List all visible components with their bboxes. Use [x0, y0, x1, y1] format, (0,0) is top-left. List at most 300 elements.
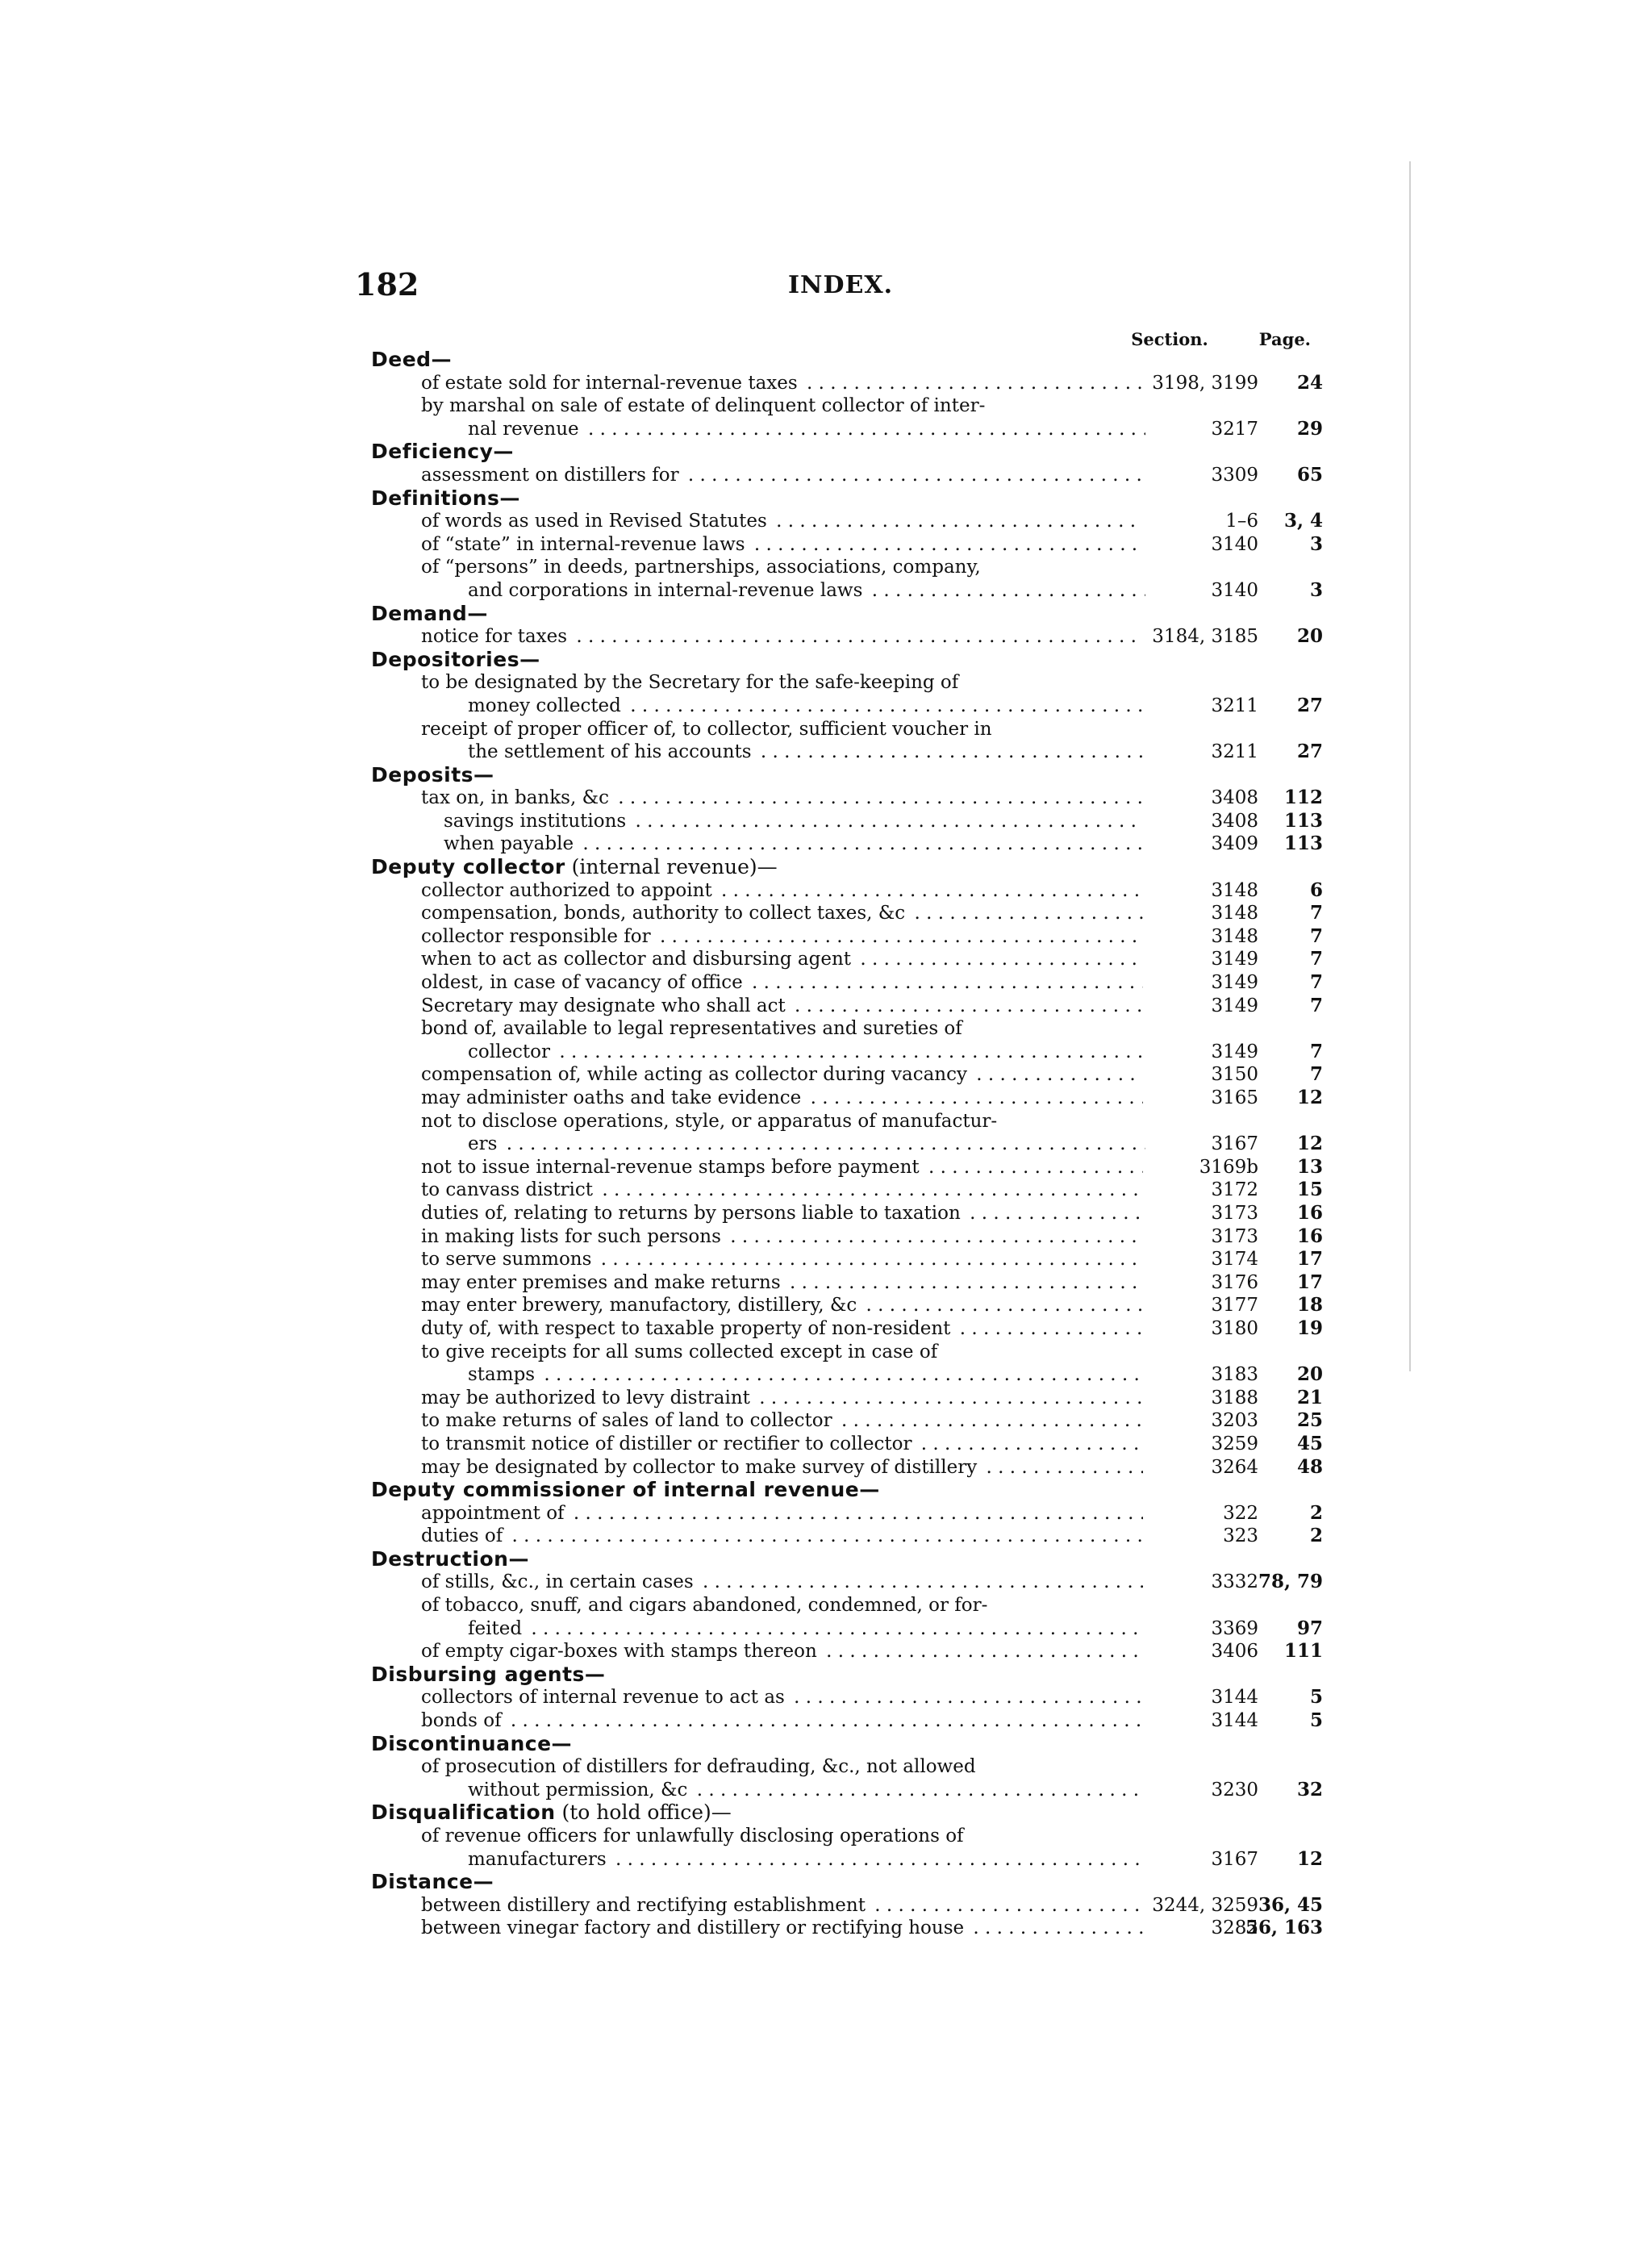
entry-label: when payable: [444, 833, 577, 854]
entry-text: [421, 1202, 1143, 1225]
entry-label: between distillery and rectifying establishment: [421, 1895, 869, 1916]
index-line: [421, 1271, 1323, 1294]
index-entry: [371, 1156, 1323, 1179]
page-reference: 2: [1309, 1525, 1323, 1547]
page-reference: 7: [1309, 971, 1323, 994]
index-entry: [371, 1502, 1323, 1525]
index-entry: [371, 1571, 1323, 1594]
entry-label: may enter premises and make returns: [421, 1272, 784, 1293]
index-line: [421, 995, 1323, 1017]
index-heading: [371, 1733, 572, 1755]
entry-label: collector: [468, 1041, 553, 1062]
entry-label: stamps: [468, 1364, 538, 1385]
index-entry: [371, 1479, 1323, 1502]
index-entry: [371, 1202, 1323, 1225]
entry-label: to make returns of sales of land to collector: [421, 1410, 836, 1431]
index-heading: [371, 1871, 494, 1893]
page-title: INDEX.: [788, 271, 894, 299]
index-entry: [371, 832, 1323, 856]
entry-label: to be designated by the Secretary for the safe-keeping of: [421, 672, 962, 693]
section-number: 3176: [1211, 1271, 1258, 1293]
entry-text: [421, 1686, 1143, 1709]
index-line: [421, 902, 1323, 924]
index-line: [421, 1640, 1323, 1663]
page-reference: 18: [1296, 1294, 1323, 1317]
index-entry: [371, 372, 1323, 395]
entry-label: bond of, available to legal representatives and sureties of: [421, 1018, 966, 1039]
index-line: [421, 971, 1323, 994]
index-entry: [371, 1594, 1323, 1617]
page-reference: 5: [1309, 1686, 1323, 1709]
heading-word: Discontinuance—: [371, 1731, 573, 1755]
entry-label: may enter brewery, manufactory, distillery, &c: [421, 1295, 860, 1316]
entry-label: without permission, &c: [468, 1780, 690, 1801]
entry-text: [421, 1271, 1143, 1294]
page-reference: 113: [1283, 832, 1323, 855]
index-line: [421, 1202, 1323, 1225]
section-number: 3140: [1211, 533, 1258, 555]
page-reference: 111: [1283, 1640, 1323, 1663]
index-heading: [371, 856, 778, 878]
page-reference: 48: [1296, 1455, 1323, 1478]
page-reference: 113: [1283, 809, 1323, 832]
index-entry: [371, 1433, 1323, 1456]
section-number: 3140: [1211, 579, 1258, 601]
section-number: 3169b: [1199, 1156, 1258, 1178]
entry-text: [421, 971, 1143, 994]
index-line: [421, 1387, 1323, 1409]
entry-label: by marshal on sale of estate of delinquent collector of inter-: [421, 395, 988, 416]
page-reference: 17: [1296, 1271, 1323, 1293]
entry-text: [421, 510, 1143, 532]
page-reference: 27: [1296, 694, 1323, 716]
heading-word: Destruction—: [371, 1546, 529, 1571]
index-entry: [371, 1686, 1323, 1709]
section-number: 3211: [1211, 695, 1258, 716]
index-entry: [371, 1848, 1323, 1872]
index-line: [421, 1317, 1323, 1340]
entry-text: [468, 741, 1145, 763]
entry-text: [421, 1917, 1143, 1939]
entry-label: when to act as collector and disbursing agent: [421, 949, 854, 970]
index-line: [421, 1917, 1323, 1939]
index-entry: [371, 579, 1323, 603]
entry-label: notice for taxes: [421, 626, 570, 647]
entry-text: [421, 1525, 1143, 1547]
page-reference: 36, 45: [1258, 1893, 1323, 1916]
index-entry: [371, 1409, 1323, 1433]
section-number: 3165: [1211, 1087, 1258, 1108]
section-number: 3188: [1211, 1387, 1258, 1408]
index-line: [421, 1686, 1323, 1709]
entry-label: money collected: [468, 695, 624, 716]
page-reference: 7: [1309, 1063, 1323, 1086]
index-entry: [371, 902, 1323, 925]
entry-text: [421, 1456, 1143, 1479]
entry-text: [444, 810, 1143, 832]
entry-label: duties of: [421, 1525, 506, 1546]
entry-label: of “persons” in deeds, partnerships, associations, company,: [421, 557, 984, 578]
entry-label: may be designated by collector to make survey of distillery: [421, 1457, 980, 1478]
entry-text: [468, 579, 1145, 602]
index-entry: [371, 1387, 1323, 1410]
entry-label: collector authorized to appoint: [421, 880, 715, 901]
section-number: 3173: [1211, 1202, 1258, 1224]
index-line: [421, 948, 1323, 970]
page-reference: 29: [1296, 417, 1323, 440]
section-number: 3409: [1211, 833, 1258, 855]
index-entry: [371, 1063, 1323, 1087]
index-heading: [371, 649, 540, 671]
entry-text: [421, 902, 1143, 924]
heading-word: Definitions—: [371, 486, 520, 510]
page-reference: 7: [1309, 902, 1323, 924]
section-number: 323: [1223, 1525, 1258, 1547]
index-entry: [371, 856, 1323, 879]
index-heading: [371, 1663, 605, 1686]
entry-label: duty of, with respect to taxable property of non-resident: [421, 1318, 953, 1339]
index-line: [421, 1825, 1323, 1847]
index-line: [421, 533, 1323, 556]
index-entry: [371, 394, 1323, 418]
page-reference: 65: [1296, 463, 1323, 486]
section-number: 3309: [1211, 464, 1258, 486]
section-number: 3408: [1211, 787, 1258, 809]
entry-text: [421, 948, 1143, 970]
entry-text: [421, 1502, 1143, 1525]
section-number: 3408: [1211, 810, 1258, 832]
index-line: [421, 1571, 1323, 1593]
index-line: [468, 695, 1323, 717]
entry-label: in making lists for such persons: [421, 1226, 724, 1247]
page-reference: 12: [1296, 1847, 1323, 1870]
entry-text: [421, 1087, 1143, 1109]
entry-label: of prosecution of distillers for defrauding, &c., not allowed: [421, 1756, 979, 1777]
page-header: [355, 266, 1323, 315]
entry-text: [421, 1571, 1143, 1593]
index-line: [421, 1894, 1323, 1917]
index-heading: [371, 440, 514, 463]
index-entry: [371, 1801, 1323, 1825]
index-entry: [371, 764, 1323, 787]
index-entry: [371, 1341, 1323, 1364]
index-entry: [371, 533, 1323, 557]
entry-label: appointment of: [421, 1503, 568, 1524]
index-line: [421, 1294, 1323, 1317]
index-entry: [371, 671, 1323, 695]
page-reference: 56, 163: [1245, 1917, 1323, 1939]
index-entry: [371, 1017, 1323, 1041]
index-line: [421, 1017, 1323, 1040]
entry-text: [421, 1640, 1143, 1663]
page-reference: 19: [1296, 1317, 1323, 1339]
index-entry: [371, 1363, 1323, 1387]
index-line: [468, 1041, 1323, 1063]
entry-label: and corporations in internal-revenue laws: [468, 580, 866, 601]
index-line: [468, 1363, 1323, 1386]
index-line: [468, 1133, 1323, 1155]
entry-text: [421, 533, 1143, 556]
entry-text: [421, 1341, 1143, 1363]
index-entry: [371, 1456, 1323, 1479]
entry-text: [421, 394, 1143, 417]
index-line: [421, 1502, 1323, 1525]
entry-text: [421, 1225, 1143, 1248]
entry-text: [468, 1133, 1145, 1155]
index-entry: [371, 1779, 1323, 1802]
entry-label: compensation, bonds, authority to collect taxes, &c: [421, 903, 908, 924]
entry-label: collector responsible for: [421, 926, 654, 947]
section-number: 3244, 3259: [1152, 1894, 1258, 1916]
entry-text: [468, 695, 1145, 717]
index-line: [421, 1110, 1323, 1133]
entry-text: [421, 1179, 1143, 1201]
entry-text: [421, 1894, 1143, 1917]
index-entry: [371, 1825, 1323, 1848]
section-number: 1–6: [1225, 511, 1258, 532]
entry-text: [468, 1363, 1145, 1386]
heading-word: Deputy collector: [371, 855, 565, 879]
entry-label: savings institutions: [444, 811, 629, 832]
section-number: 3203: [1211, 1410, 1258, 1432]
entry-text: [421, 718, 1143, 741]
page-reference: 12: [1296, 1133, 1323, 1155]
page-reference: 16: [1296, 1225, 1323, 1247]
entry-label: to canvass district: [421, 1179, 596, 1200]
index-entry: [371, 1294, 1323, 1317]
heading-word: Deed—: [371, 348, 453, 371]
index-entry: [371, 1317, 1323, 1341]
index-entry: [371, 1709, 1323, 1733]
entry-label: tax on, in banks, &c: [421, 787, 612, 808]
section-number: 3369: [1211, 1617, 1258, 1639]
index-line: [444, 810, 1323, 832]
entry-label: between vinegar factory and distillery or rectifying house: [421, 1917, 967, 1938]
index-line: [421, 879, 1323, 902]
entry-text: [421, 1594, 1143, 1617]
index-line: [468, 1779, 1323, 1801]
section-number: 3150: [1211, 1064, 1258, 1086]
page-number: 182: [355, 266, 419, 303]
section-number: 3230: [1211, 1779, 1258, 1801]
index-line: [421, 625, 1323, 648]
section-number: 3211: [1211, 741, 1258, 763]
page-reference: 3, 4: [1283, 510, 1323, 532]
index-line: [421, 1087, 1323, 1109]
index-entry: [371, 741, 1323, 764]
heading-word: Disbursing agents—: [371, 1662, 606, 1686]
section-number: 3282: [1211, 1917, 1258, 1939]
index-entry: [371, 1640, 1323, 1663]
entry-label: bonds of: [421, 1710, 505, 1731]
index-entry: [371, 1087, 1323, 1110]
entry-text: [421, 787, 1143, 809]
entry-text: [421, 1248, 1143, 1271]
heading-word: Disqualification: [371, 1801, 556, 1825]
entry-text: [468, 1041, 1145, 1063]
section-number: 3148: [1211, 925, 1258, 947]
entry-text: [421, 1409, 1143, 1432]
entry-label: not to issue internal-revenue stamps before payment: [421, 1157, 923, 1178]
index-entry: [371, 440, 1323, 464]
entry-text: [421, 1017, 1143, 1040]
index-line: [421, 1525, 1323, 1547]
page-reference: 78, 79: [1258, 1571, 1323, 1593]
index-entry: [371, 556, 1323, 579]
index-line: [421, 1225, 1323, 1248]
section-number: 3332: [1211, 1571, 1258, 1593]
index-entry: [371, 603, 1323, 626]
entry-label: not to disclose operations, style, or apparatus of manufactur-: [421, 1111, 1000, 1132]
index-entry: [371, 810, 1323, 833]
index-heading: [371, 1479, 880, 1501]
index-line: [421, 1179, 1323, 1201]
entry-text: [468, 1848, 1145, 1871]
section-number: 3172: [1211, 1179, 1258, 1201]
index-entry: [371, 971, 1323, 995]
entry-text: [468, 418, 1145, 440]
index-entry: [371, 1548, 1323, 1571]
index-entry: [371, 1225, 1323, 1249]
page-reference: 27: [1296, 741, 1323, 763]
index-heading: [371, 764, 494, 787]
entry-label: manufacturers: [468, 1849, 610, 1870]
section-number: 3259: [1211, 1433, 1258, 1454]
index-line: [421, 1433, 1323, 1455]
section-number: 3177: [1211, 1295, 1258, 1317]
index-heading: [371, 603, 488, 625]
entry-text: [421, 1156, 1143, 1179]
index-line: [421, 718, 1323, 741]
entry-label: receipt of proper officer of, to collector, sufficient voucher in: [421, 719, 995, 740]
page-reference: 3: [1309, 532, 1323, 555]
index-entry: [371, 510, 1323, 533]
entry-label: of estate sold for internal-revenue taxes: [421, 373, 801, 394]
index-entry: [371, 464, 1323, 487]
index-entry: [371, 1917, 1323, 1940]
entry-text: [421, 1063, 1143, 1086]
index-line: [421, 1156, 1323, 1179]
page-edge-line: [1409, 161, 1411, 1371]
index-line: [421, 1594, 1323, 1617]
page-reference: 112: [1283, 787, 1323, 809]
page-reference: 24: [1296, 371, 1323, 394]
section-number: 3149: [1211, 972, 1258, 994]
heading-word: Demand—: [371, 601, 488, 625]
entry-label: may administer oaths and take evidence: [421, 1087, 804, 1108]
entry-label: to give receipts for all sums collected except in case of: [421, 1342, 941, 1362]
index-entry: [371, 1179, 1323, 1202]
entry-label: of revenue officers for unlawfully disclosing operations of: [421, 1826, 967, 1846]
index-entry: [371, 1041, 1323, 1064]
entry-text: [421, 1110, 1143, 1133]
page-reference: 17: [1296, 1248, 1323, 1271]
index-entry: [371, 879, 1323, 903]
entry-text: [421, 625, 1143, 648]
index-entry: [371, 649, 1323, 672]
index-entry: [371, 1248, 1323, 1271]
section-number: 3148: [1211, 903, 1258, 924]
heading-qualifier: (internal revenue)—: [565, 855, 778, 879]
entry-text: [468, 1779, 1145, 1801]
index-entry: [371, 1525, 1323, 1548]
index-heading: [371, 348, 452, 371]
entry-text: [421, 464, 1143, 486]
entry-text: [421, 1294, 1143, 1317]
section-number: 3180: [1211, 1317, 1258, 1339]
index-entry: [371, 995, 1323, 1018]
heading-qualifier: (to hold office)—: [555, 1801, 732, 1825]
index-line: [421, 1456, 1323, 1479]
index-entry: [371, 418, 1323, 441]
section-number: 3173: [1211, 1225, 1258, 1247]
entry-text: [421, 879, 1143, 902]
page-reference: 3: [1309, 578, 1323, 601]
index-line: [468, 741, 1323, 763]
index-entry: [371, 1733, 1323, 1756]
index-line: [468, 579, 1323, 602]
entry-label: ers: [468, 1133, 500, 1154]
page-reference: 16: [1296, 1201, 1323, 1224]
index-line: [421, 671, 1323, 694]
index-entry: [371, 948, 1323, 971]
column-header-section: Section.: [1131, 329, 1208, 349]
entry-text: [421, 1433, 1143, 1455]
index-line: [421, 464, 1323, 486]
section-number: 322: [1223, 1502, 1258, 1524]
index-heading: [371, 487, 520, 510]
heading-word: Deposits—: [371, 762, 494, 787]
index-heading: [371, 1548, 529, 1571]
page-reference: 13: [1296, 1155, 1323, 1178]
section-number: 3264: [1211, 1456, 1258, 1478]
section-number: 3198, 3199: [1152, 372, 1258, 394]
page-reference: 20: [1296, 1363, 1323, 1386]
index-line: [421, 1709, 1323, 1732]
index-line: [421, 556, 1323, 578]
entry-text: [421, 1387, 1143, 1409]
page-reference: 45: [1296, 1432, 1323, 1454]
index-entry: [371, 695, 1323, 718]
section-number: 3149: [1211, 1041, 1258, 1062]
section-number: 3149: [1211, 949, 1258, 970]
entry-text: [421, 995, 1143, 1017]
entry-text: [421, 671, 1143, 694]
index-line: [421, 1341, 1323, 1363]
page-reference: 12: [1296, 1087, 1323, 1108]
entry-text: [421, 1755, 1143, 1778]
index-entry: [371, 487, 1323, 511]
index-line: [421, 1063, 1323, 1086]
index-entry: [371, 718, 1323, 741]
section-number: 3174: [1211, 1249, 1258, 1271]
index-line: [421, 1248, 1323, 1271]
entry-label: of tobacco, snuff, and cigars abandoned, condemned, or for-: [421, 1595, 991, 1616]
index-entry: [371, 348, 1323, 372]
index-entry: [371, 1110, 1323, 1133]
section-number: 3148: [1211, 879, 1258, 901]
index-entry: [371, 1871, 1323, 1894]
entry-label: Secretary may designate who shall act: [421, 995, 789, 1016]
column-header-page: Page.: [1258, 329, 1311, 349]
page-reference: 15: [1296, 1179, 1323, 1201]
entry-label: to transmit notice of distiller or rectifier to collector: [421, 1433, 915, 1454]
entry-text: [444, 832, 1143, 855]
page-reference: 20: [1296, 625, 1323, 648]
section-number: 3184, 3185: [1152, 626, 1258, 648]
index-entry: [371, 1617, 1323, 1641]
section-number: 3167: [1211, 1133, 1258, 1155]
